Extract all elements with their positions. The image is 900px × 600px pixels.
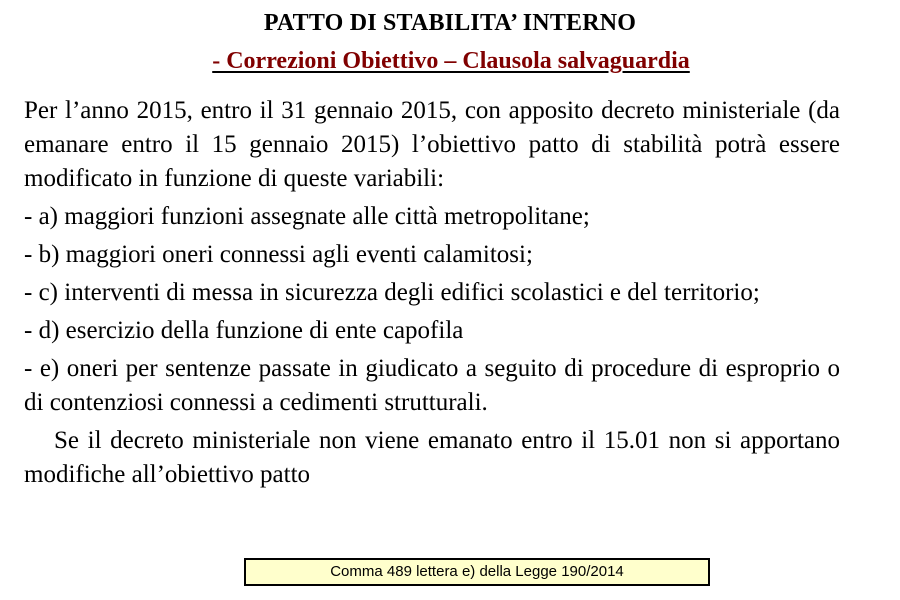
source-reference-box: Comma 489 lettera e) della Legge 190/2014 — [244, 558, 710, 586]
list-item-b: - b) maggiori oneri connessi agli eventi calamitosi; — [24, 241, 533, 268]
intro-paragraph: Per l’anno 2015, entro il 31 gennaio 2015, con apposito decreto ministeriale (da emanare entro il 15 gennaio 2015) l’obiettivo patto di stabilità potrà essere modificato in funzione di queste variabili: — [24, 97, 840, 192]
subtitle-text: - Correzioni Obiettivo – Clausola salvaguardia — [212, 48, 690, 74]
closing-paragraph: Se il decreto ministeriale non viene emanato entro il 15.01 non si apportano modifiche all’obiettivo patto — [24, 427, 840, 488]
list-item-a: - a) maggiori funzioni assegnate alle città metropolitane; — [24, 203, 590, 230]
list-item-e: - e) oneri per sentenze passate in giudicato a seguito di procedure di esproprio o di contenziosi connessi a cedimenti strutturali. — [24, 355, 840, 416]
page-subtitle — [0, 46, 900, 76]
list-item-d: - d) esercizio della funzione di ente capofila — [24, 317, 464, 344]
list-item-c: - c) interventi di messa in sicurezza degli edifici scolastici e del territorio; — [24, 279, 760, 306]
body-text — [24, 94, 840, 492]
page-title: PATTO DI STABILITA’ INTERNO — [263, 10, 637, 36]
